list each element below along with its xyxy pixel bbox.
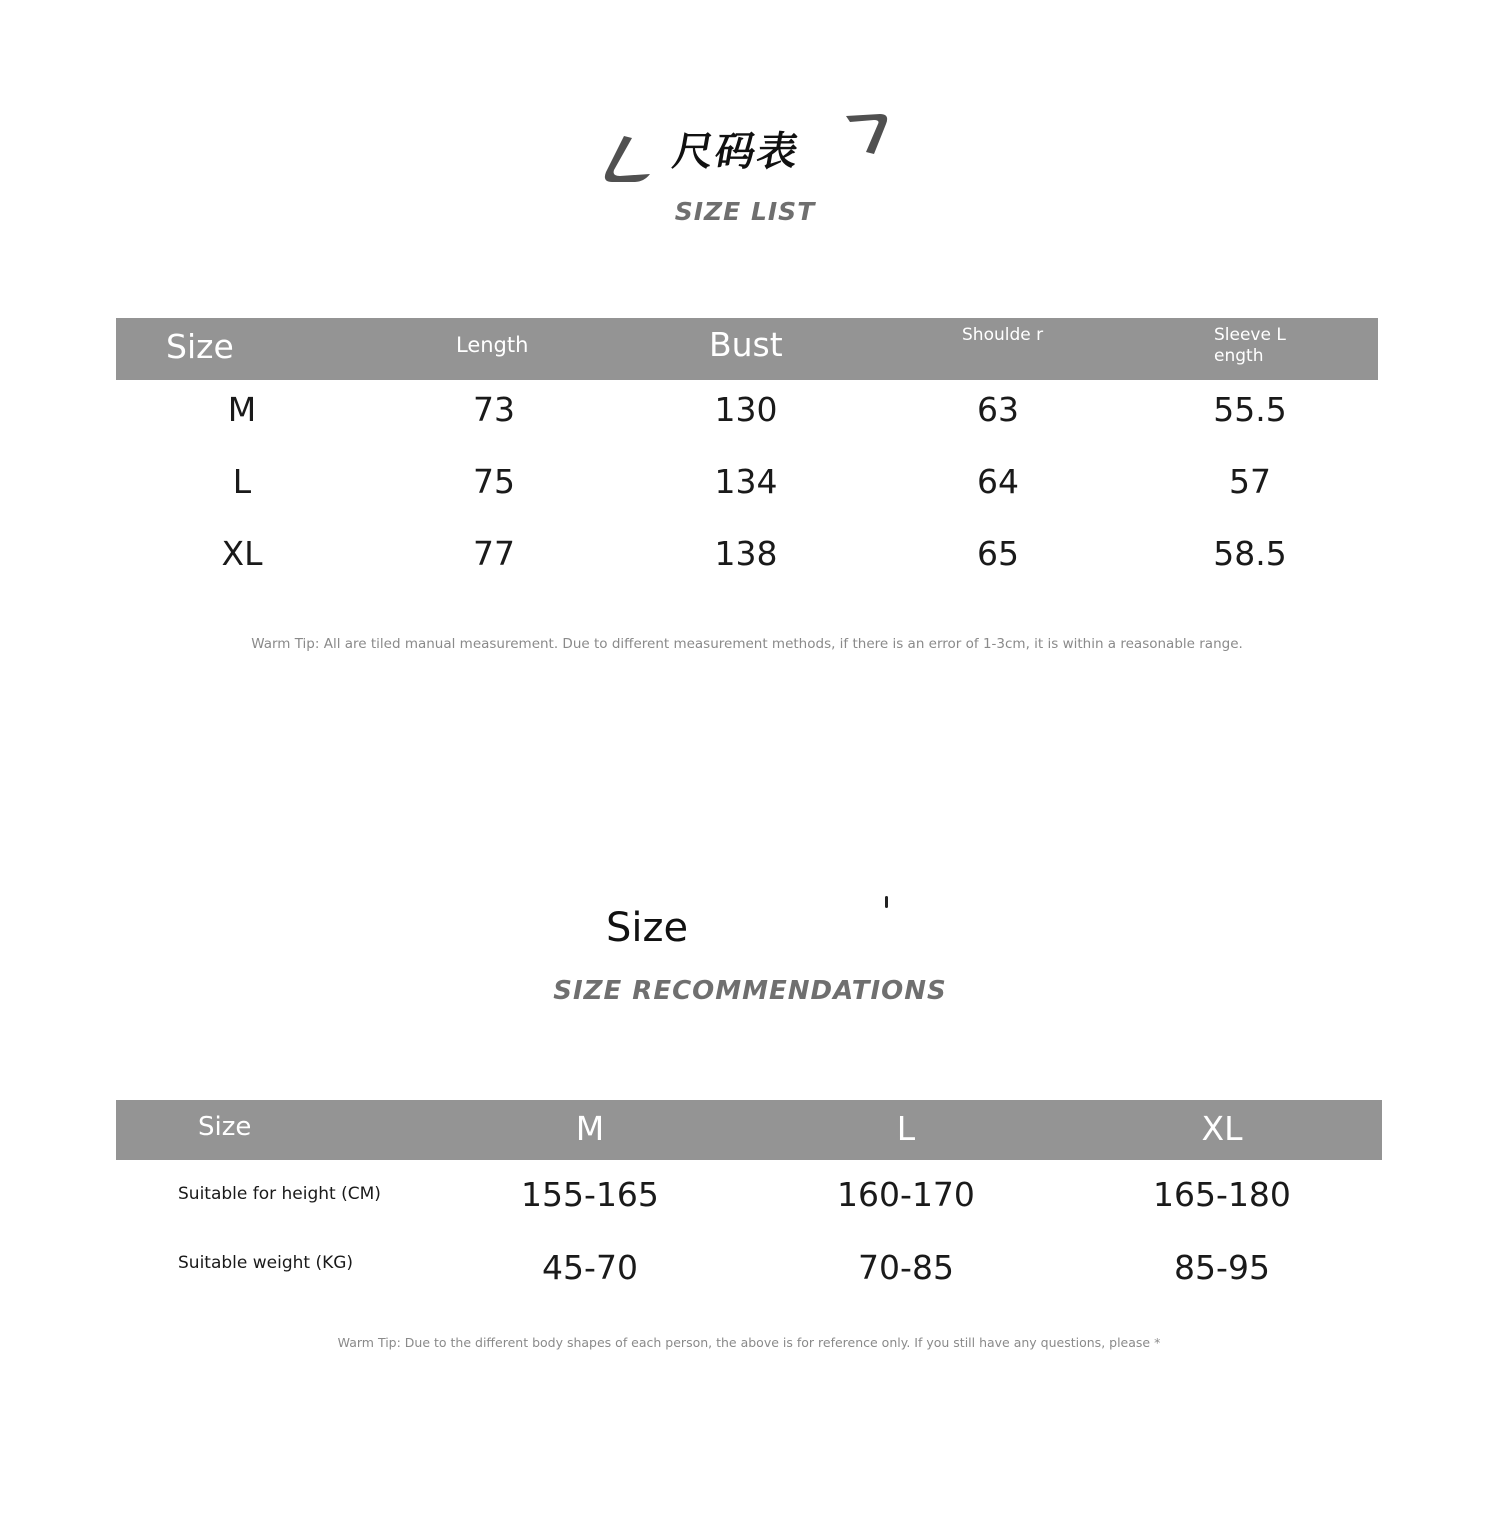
header-m: M: [575, 1109, 605, 1148]
cell-bust: 138: [714, 534, 778, 573]
cell-sleeve: 58.5: [1213, 534, 1287, 573]
cell-length: 75: [473, 462, 515, 501]
size-list-subtitle: SIZE LIST: [674, 197, 816, 226]
cell-bust: 134: [714, 462, 778, 501]
cell-sleeve: 57: [1229, 462, 1271, 501]
table-row: [116, 462, 1378, 534]
header-xl: XL: [1201, 1109, 1243, 1148]
cell-xl: 85-95: [1174, 1248, 1270, 1287]
header-l: L: [896, 1109, 916, 1148]
cell-sleeve: 55.5: [1213, 390, 1287, 429]
header-size: Size: [166, 327, 234, 366]
header-length: Length: [456, 333, 529, 357]
table-row: [116, 1170, 1382, 1242]
cell-l: 70-85: [858, 1248, 954, 1287]
recommendations-title: Size: [606, 905, 689, 951]
recommendations-subtitle: SIZE RECOMMENDATIONS: [553, 976, 947, 1006]
header-size: Size: [198, 1112, 252, 1142]
cell-l: 160-170: [837, 1175, 975, 1214]
size-table-header: [116, 318, 1378, 380]
cell-size: L: [232, 462, 252, 501]
cell-shoulder: 64: [977, 462, 1019, 501]
cell-bust: 130: [714, 390, 778, 429]
row-label-weight: Suitable weight (KG): [178, 1253, 354, 1273]
cell-shoulder: 65: [977, 534, 1019, 573]
table-row: [116, 390, 1378, 462]
cell-size: XL: [221, 534, 263, 573]
cell-m: 45-70: [542, 1248, 638, 1287]
cell-size: M: [227, 390, 257, 429]
cell-xl: 165-180: [1153, 1175, 1291, 1214]
table-row: [116, 1243, 1382, 1315]
cell-shoulder: 63: [977, 390, 1019, 429]
cell-length: 73: [473, 390, 515, 429]
reference-tip: Warm Tip: Due to the different body shapes of each person, the above is for reference only. If you still have any questions, please *: [337, 1335, 1161, 1350]
header-bust: Bust: [709, 325, 783, 364]
table-row: [116, 534, 1378, 606]
size-list-title-cn: 尺码表: [669, 129, 804, 175]
measurement-tip: Warm Tip: All are tiled manual measurement. Due to different measurement methods, if there is an error of 1-3cm, it is within a reasonable range.: [251, 636, 1243, 652]
right-bracket-decoration: [840, 110, 892, 158]
recommendation-table-header: [116, 1100, 1382, 1160]
left-bracket-decoration: [600, 132, 656, 184]
header-sleeve-length: Sleeve L ength: [1214, 325, 1286, 366]
cell-m: 155-165: [521, 1175, 659, 1214]
row-label-height: Suitable for height (CM): [178, 1184, 381, 1204]
header-shoulder: Shoulde r: [962, 325, 1044, 345]
cell-length: 77: [473, 534, 515, 573]
decorative-mark: [885, 896, 888, 908]
